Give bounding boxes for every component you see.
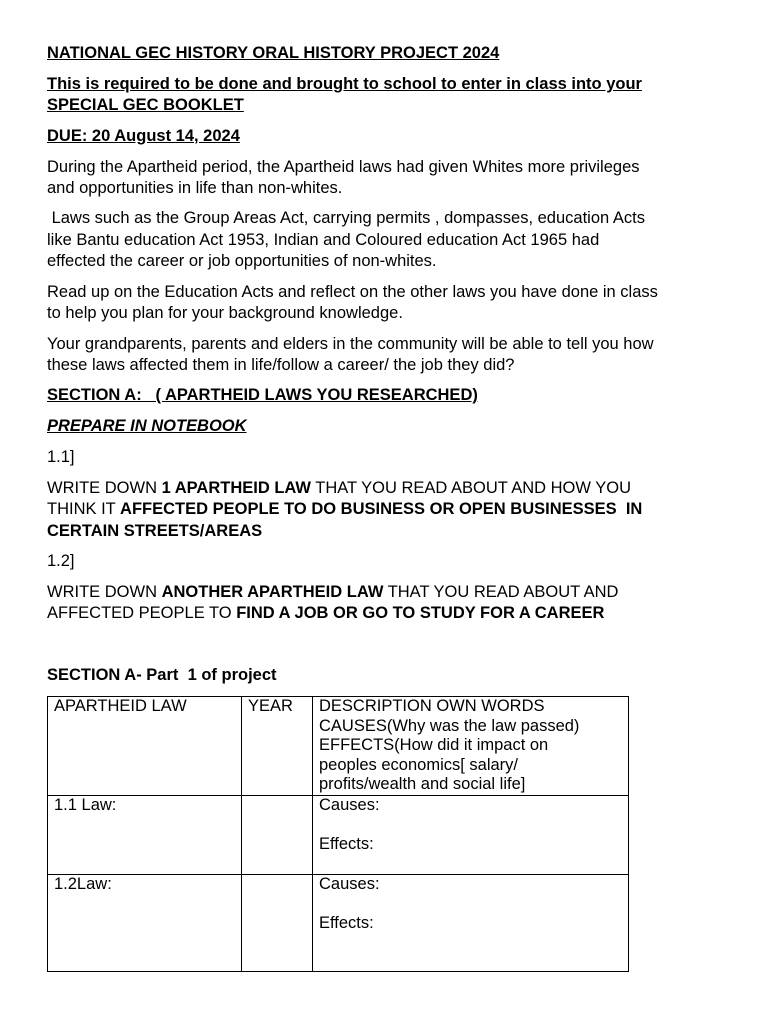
effects-label: Effects:	[319, 835, 374, 854]
para3-line-1: Read up on the Education Acts and reflect on the other laws you have done in class	[47, 283, 658, 301]
question-1-2-number: 1.2]	[47, 552, 75, 570]
header-desc-line-2: CAUSES(Why was the law passed)	[319, 716, 580, 735]
q12-text-a: WRITE DOWN	[47, 583, 162, 601]
causes-label: Causes:	[319, 796, 380, 814]
requirement-line-1: This is required to be done and brought to school to enter in class into your	[47, 75, 642, 93]
table-row	[48, 796, 629, 875]
question-1-2-line-2	[47, 603, 604, 624]
year-cell[interactable]	[242, 796, 313, 875]
q11-text-e: AFFECTED PEOPLE TO DO BUSINESS OR OPEN BUSINESSES IN	[120, 500, 643, 518]
header-law-text: APARTHEID LAW	[54, 697, 187, 715]
para1-line-2: and opportunities in life than non-whites.	[47, 179, 343, 197]
year-cell[interactable]	[242, 875, 313, 972]
q12-text-c: THAT YOU READ ABOUT AND	[383, 583, 619, 601]
table-header-row	[48, 697, 629, 796]
header-desc-line-5: profits/wealth and social life]	[319, 775, 526, 794]
q12-text-d: AFFECTED PEOPLE TO	[47, 604, 237, 622]
header-year-text: YEAR	[248, 697, 293, 715]
para1-line-1: During the Apartheid period, the Apartheid laws had given Whites more privileges	[47, 158, 640, 176]
part-1-heading: SECTION A- Part 1 of project	[47, 666, 277, 684]
para3-line-2: to help you plan for your background knowledge.	[47, 304, 403, 322]
question-1-1-line-1	[47, 478, 631, 499]
header-desc-line-4: peoples economics[ salary/	[319, 755, 519, 774]
q11-text-c: THAT YOU READ ABOUT AND HOW YOU	[311, 479, 631, 497]
q11-text-a: WRITE DOWN	[47, 479, 162, 497]
law-cell[interactable]	[48, 796, 242, 875]
document-title: NATIONAL GEC HISTORY ORAL HISTORY PROJECT 2024	[47, 44, 500, 62]
description-cell[interactable]	[313, 875, 629, 972]
para4-line-1: Your grandparents, parents and elders in the community will be able to tell you how	[47, 335, 654, 353]
requirement-line-2: SPECIAL GEC BOOKLET	[47, 96, 244, 114]
para2-line-2: like Bantu education Act 1953, Indian and Coloured education Act 1965 had	[47, 231, 600, 249]
header-desc-line-3: EFFECTS(How did it impact on	[319, 736, 549, 755]
question-1-1-line-3: CERTAIN STREETS/AREAS	[47, 522, 263, 540]
description-cell[interactable]	[313, 796, 629, 875]
q12-text-b: ANOTHER APARTHEID LAW	[161, 583, 384, 601]
header-desc-line-1: DESCRIPTION OWN WORDS	[319, 697, 545, 715]
effects-label: Effects:	[319, 914, 374, 933]
para4-line-2: these laws affected them in life/follow a career/ the job they did?	[47, 356, 515, 374]
blank-line	[319, 895, 622, 915]
header-law	[48, 697, 242, 796]
law-label: 1.2Law:	[54, 875, 112, 893]
law-cell[interactable]	[48, 875, 242, 972]
q12-text-e: FIND A JOB OR GO TO STUDY FOR A CAREER	[236, 604, 605, 622]
header-year	[242, 697, 313, 796]
question-1-2-line-1	[47, 582, 618, 603]
q11-text-b: 1 APARTHEID LAW	[161, 479, 311, 497]
table-row	[48, 875, 629, 972]
para2-line-1: Laws such as the Group Areas Act, carrying permits , dompasses, education Acts	[47, 209, 645, 227]
question-1-1-number: 1.1]	[47, 448, 75, 466]
blank-line	[319, 816, 622, 836]
para2-line-3: effected the career or job opportunities of non-whites.	[47, 252, 437, 270]
q11-text-d: THINK IT	[47, 500, 121, 518]
law-label: 1.1 Law:	[54, 796, 117, 814]
project-table	[47, 696, 629, 972]
header-description	[313, 697, 629, 796]
causes-label: Causes:	[319, 875, 380, 893]
section-a-heading: SECTION A: ( APARTHEID LAWS YOU RESEARCHED)	[47, 386, 478, 404]
prepare-heading: PREPARE IN NOTEBOOK	[47, 417, 247, 435]
question-1-1-line-2	[47, 499, 642, 520]
due-date: DUE: 20 August 14, 2024	[47, 127, 240, 145]
